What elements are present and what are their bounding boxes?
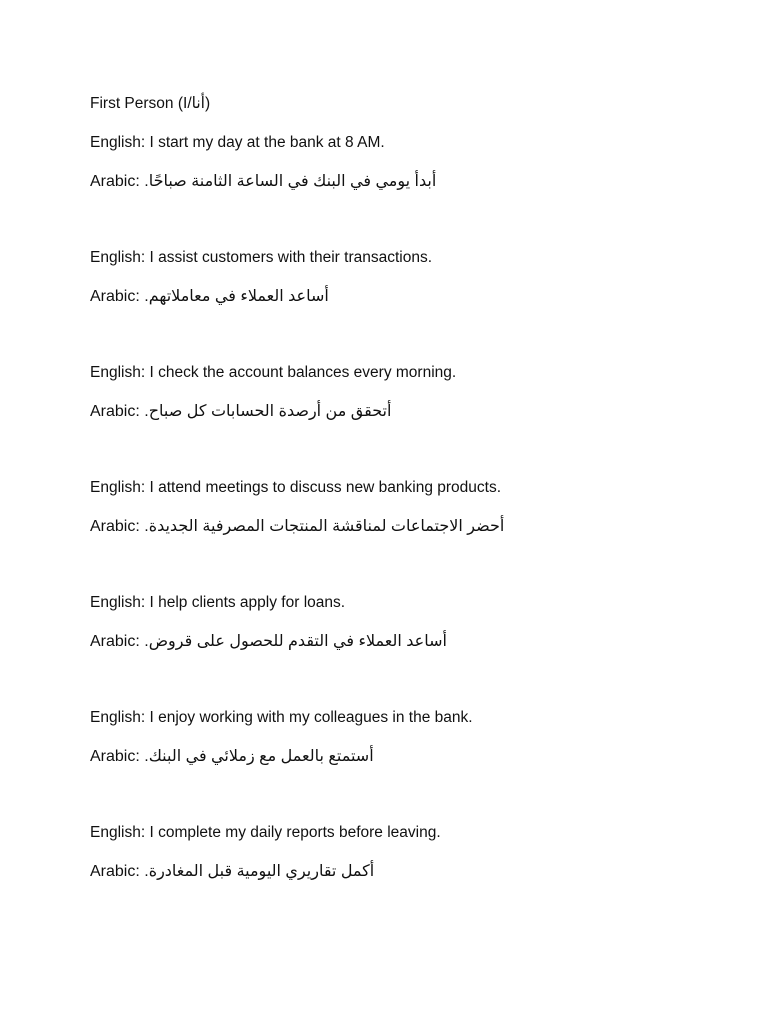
arabic-sentence: أكمل تقاريري اليومية قبل المغادرة. xyxy=(144,863,375,880)
english-line xyxy=(90,131,710,155)
english-line xyxy=(90,706,710,730)
english-label: English: xyxy=(90,134,146,151)
arabic-line xyxy=(90,860,710,884)
arabic-line xyxy=(90,170,710,194)
english-line xyxy=(90,361,710,385)
sentence-pair xyxy=(90,131,710,194)
english-sentence: I check the account balances every morning. xyxy=(149,364,457,381)
sentence-pair xyxy=(90,821,710,884)
document-title: First Person (I/أنا) xyxy=(90,95,211,112)
english-line xyxy=(90,246,710,270)
arabic-sentence: أستمتع بالعمل مع زملائي في البنك. xyxy=(144,748,374,765)
english-label: English: xyxy=(90,479,146,496)
english-sentence: I complete my daily reports before leaving. xyxy=(149,824,441,841)
sentence-pair xyxy=(90,361,710,424)
arabic-label: Arabic: xyxy=(90,518,140,535)
arabic-sentence: أحضر الاجتماعات لمناقشة المنتجات المصرفية الجديدة. xyxy=(144,518,505,535)
english-line xyxy=(90,821,710,845)
arabic-label: Arabic: xyxy=(90,173,140,190)
english-label: English: xyxy=(90,824,146,841)
english-label: English: xyxy=(90,709,146,726)
english-sentence: I assist customers with their transactions. xyxy=(149,249,433,266)
arabic-sentence: أساعد العملاء في معاملاتهم. xyxy=(144,288,329,305)
english-label: English: xyxy=(90,594,146,611)
english-sentence: I start my day at the bank at 8 AM. xyxy=(149,134,385,151)
arabic-line xyxy=(90,745,710,769)
arabic-line xyxy=(90,515,710,539)
english-sentence: I enjoy working with my colleagues in the bank. xyxy=(149,709,473,726)
english-sentence: I help clients apply for loans. xyxy=(149,594,346,611)
english-line xyxy=(90,591,710,615)
arabic-label: Arabic: xyxy=(90,863,140,880)
sentence-pair xyxy=(90,706,710,769)
arabic-label: Arabic: xyxy=(90,633,140,650)
arabic-sentence: أساعد العملاء في التقدم للحصول على قروض. xyxy=(144,633,447,650)
document-body xyxy=(90,92,710,884)
arabic-label: Arabic: xyxy=(90,748,140,765)
arabic-line xyxy=(90,400,710,424)
sentence-pair xyxy=(90,591,710,654)
arabic-line xyxy=(90,285,710,309)
english-line xyxy=(90,476,710,500)
arabic-label: Arabic: xyxy=(90,403,140,420)
arabic-sentence: أبدأ يومي في البنك في الساعة الثامنة صباحًا. xyxy=(144,173,437,190)
english-label: English: xyxy=(90,364,146,381)
sentence-pair xyxy=(90,476,710,539)
english-sentence: I attend meetings to discuss new banking products. xyxy=(149,479,502,496)
arabic-sentence: أتحقق من أرصدة الحسابات كل صباح. xyxy=(144,403,392,420)
arabic-line xyxy=(90,630,710,654)
english-label: English: xyxy=(90,249,146,266)
sentence-pair xyxy=(90,246,710,309)
arabic-label: Arabic: xyxy=(90,288,140,305)
